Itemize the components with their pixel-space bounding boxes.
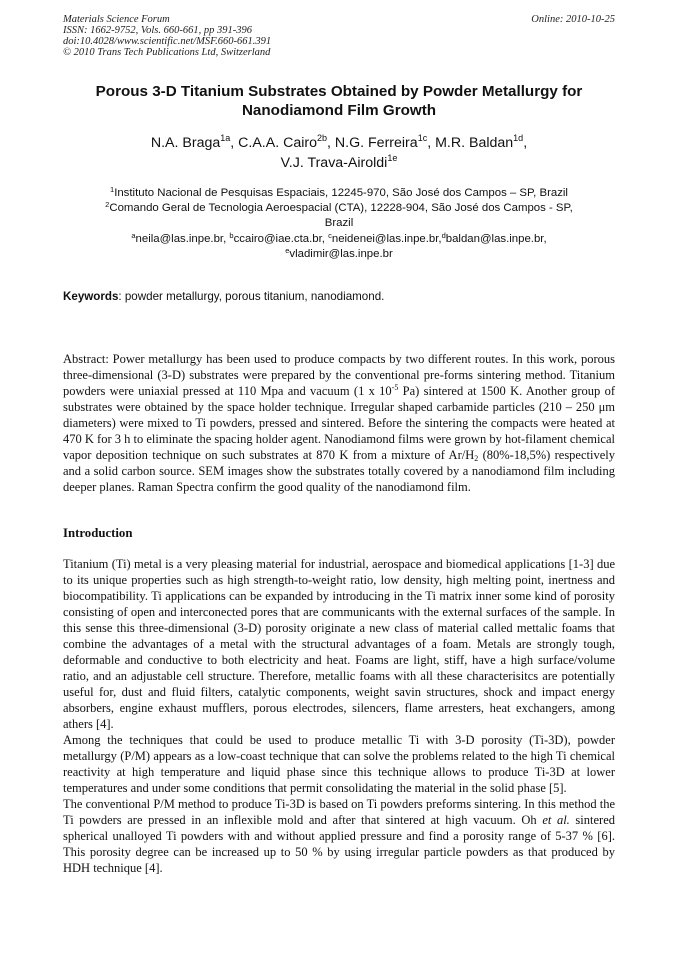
author-line-2 (63, 153, 615, 173)
abstract-subscript: 2 (474, 454, 479, 463)
author-affil-mark: 2b (317, 133, 328, 143)
intro-paragraph-3-b: sintered spherical unalloyed Ti powders with and without applied pressure and find a porosity range of 5-37 % [6]. This porosity degree can be increased up to 50 % by using irregular particle powders as that produced by HDH technique [4]. (63, 813, 616, 875)
intro-paragraph-3-a: The conventional P/M method to produce Ti-3D is based on Ti powders preforms sintering. In this method the Ti powders are pressed in an inflexible mold and after that sintered at high vacuum. Oh (63, 797, 615, 827)
affiliation-text: Comando Geral de Tecnologia Aeroespacial (CTA), 12228-904, São José dos Campos - SP, (109, 202, 573, 214)
email-mark: b (229, 231, 234, 240)
author-affil-mark: 1e (387, 153, 398, 163)
introduction-body (63, 556, 615, 876)
email-line-1 (63, 232, 615, 247)
journal-copyright: © 2010 Trans Tech Publications Ltd, Switzerland (63, 47, 271, 58)
email-link[interactable]: ccairo@iae.cta.br, (233, 233, 325, 245)
title-line-1: Porous 3-D Titanium Substrates Obtained by Powder Metallurgy for (95, 83, 583, 100)
author-name: M.R. Baldan (435, 135, 514, 151)
intro-paragraph-2: Among the techniques that could be used to produce metallic Ti with 3-D porosity (Ti-3D), powder metallurgy (P/M) appears as a low-coast technique that can solve the problems related to the high Ti chemical reactivity at high temperature and liquid phase since this technique allows to produce Ti-3D at lower temperatures and under some conditions that permit consolidating the material in the solid phase [5]. (63, 733, 615, 795)
author-affil-mark: 1c (417, 133, 428, 143)
abstract-text-3: (80%-18,5%) respectively and a solid carbon source. SEM images show the substrates totally covered by a nanodiamond film including deeper planes. Raman Spectra confirm the good quality of the nanodiamond film. (63, 448, 615, 494)
abstract-text-2: Pa) sintered at 1500 K. Another group of substrates were obtained by the space holder technique. Irregular shaped carbamide particles (210 – 250 μm diameters) were mixed to Ti powders, pressed and sintered. Before the sintering the compacts were heated at 470 K for 3 h to eliminate the spacing holder agent. Nanodiamond films were grown by hot-filament chemical vapor deposition technique on such substrates at 870 K from a mixture of Ar/H (63, 384, 615, 462)
abstract-exponent: -5 (391, 383, 399, 392)
affiliation-mark: 2 (105, 200, 110, 209)
affiliation-text: Brazil (324, 217, 354, 229)
email-mark: d (441, 231, 446, 240)
paper-title (63, 82, 615, 120)
journal-doi[interactable]: doi:10.4028/www.scientific.net/MSF.660-661.391 (63, 36, 272, 47)
email-mark: c (328, 231, 332, 240)
abstract (63, 351, 615, 495)
keywords (63, 290, 615, 303)
intro-et-al: et al. (542, 813, 570, 827)
affiliation-2-cont (63, 216, 615, 231)
email-link[interactable]: baldan@las.inpe.br, (445, 233, 547, 245)
email-line-2 (63, 247, 615, 262)
author-affil-mark: 1a (220, 133, 231, 143)
email-link[interactable]: vladimir@las.inpe.br (289, 247, 393, 260)
email-mark: a (131, 231, 136, 240)
author-emails (63, 232, 615, 261)
author-name: C.A.A. Cairo (238, 135, 317, 151)
affiliation-2 (63, 201, 615, 216)
title-line-2: Nanodiamond Film Growth (241, 102, 437, 119)
keywords-label: Keywords (63, 290, 119, 303)
online-date: Online: 2010-10-25 (531, 14, 615, 25)
author-affil-mark: 1d (513, 133, 524, 143)
keywords-text: : powder metallurgy, porous titanium, nanodiamond. (118, 290, 385, 303)
journal-header (63, 14, 271, 58)
author-name: V.J. Trava-Airoldi (280, 155, 388, 171)
intro-paragraph-1: Titanium (Ti) metal is a very pleasing material for industrial, aerospace and biomedical applications [1-3] due to its unique properties such as high strength-to-weight ratio, low density, high melting point, inertness and biocompatibility. Ti applications can be expanded by introducing in the Ti matrix inner some kind of porosity consisting of open and interconected pores that are communicants with the external surfaces of the sample. In this sense this three-dimensional (3-D) porosity originate a new class of material called mettalic foams that combine the advantages of a metal with the structural advantages of a foam. Metals are strongly tough, deformable and conductive to both electricity and heat. Foams are light, stiff, have a high surface/volume ratio, and an adjustable cell structure. Therefore, metallic foams with all these characterisitcs are potentially useful for, dust and fluid filters, catalytic components, weight savin structures, shock and impact energy absorbers, engine exhaust mufflers, porous electrodes, silencers, flame arresters, heat exchangers, among athers [4]. (63, 557, 615, 731)
author-name: N.A. Braga (150, 135, 221, 151)
email-mark: e (285, 245, 290, 255)
author-line-1: N.A. Braga$^{1a}$, C.A.A. Cairo$^{2b}$, N.G. Ferreira$^{1c}$, M.R. Baldan$^{1d}$, (150, 133, 528, 151)
journal-name: Materials Science Forum (63, 14, 170, 25)
author-list (63, 133, 615, 173)
abstract-text-1: Abstract: Power metallurgy has been used to produce compacts by two different routes. In this work, porous three-dimensional (3-D) substrates were prepared by the conventional pre-forms sintering method. Titanium powders were uniaxial pressed at 110 Mpa and vacuum (1 x 10 (63, 352, 615, 398)
introduction-heading: Introduction (63, 526, 133, 540)
journal-issn: ISSN: 1662-9752, Vols. 660-661, pp 391-396 (63, 25, 252, 36)
author-name: N.G. Ferreira (334, 135, 418, 151)
intro-paragraph-3 (63, 796, 615, 876)
email-link[interactable]: neila@las.inpe.br, (135, 233, 227, 245)
affiliation-mark: 1 (110, 185, 115, 194)
affiliation-1 (63, 186, 615, 201)
email-link[interactable]: neidenei@las.inpe.br, (331, 233, 442, 245)
affiliation-text: Instituto Nacional de Pesquisas Espaciais, 12245-970, São José dos Campos – SP, Brazil (114, 187, 568, 199)
